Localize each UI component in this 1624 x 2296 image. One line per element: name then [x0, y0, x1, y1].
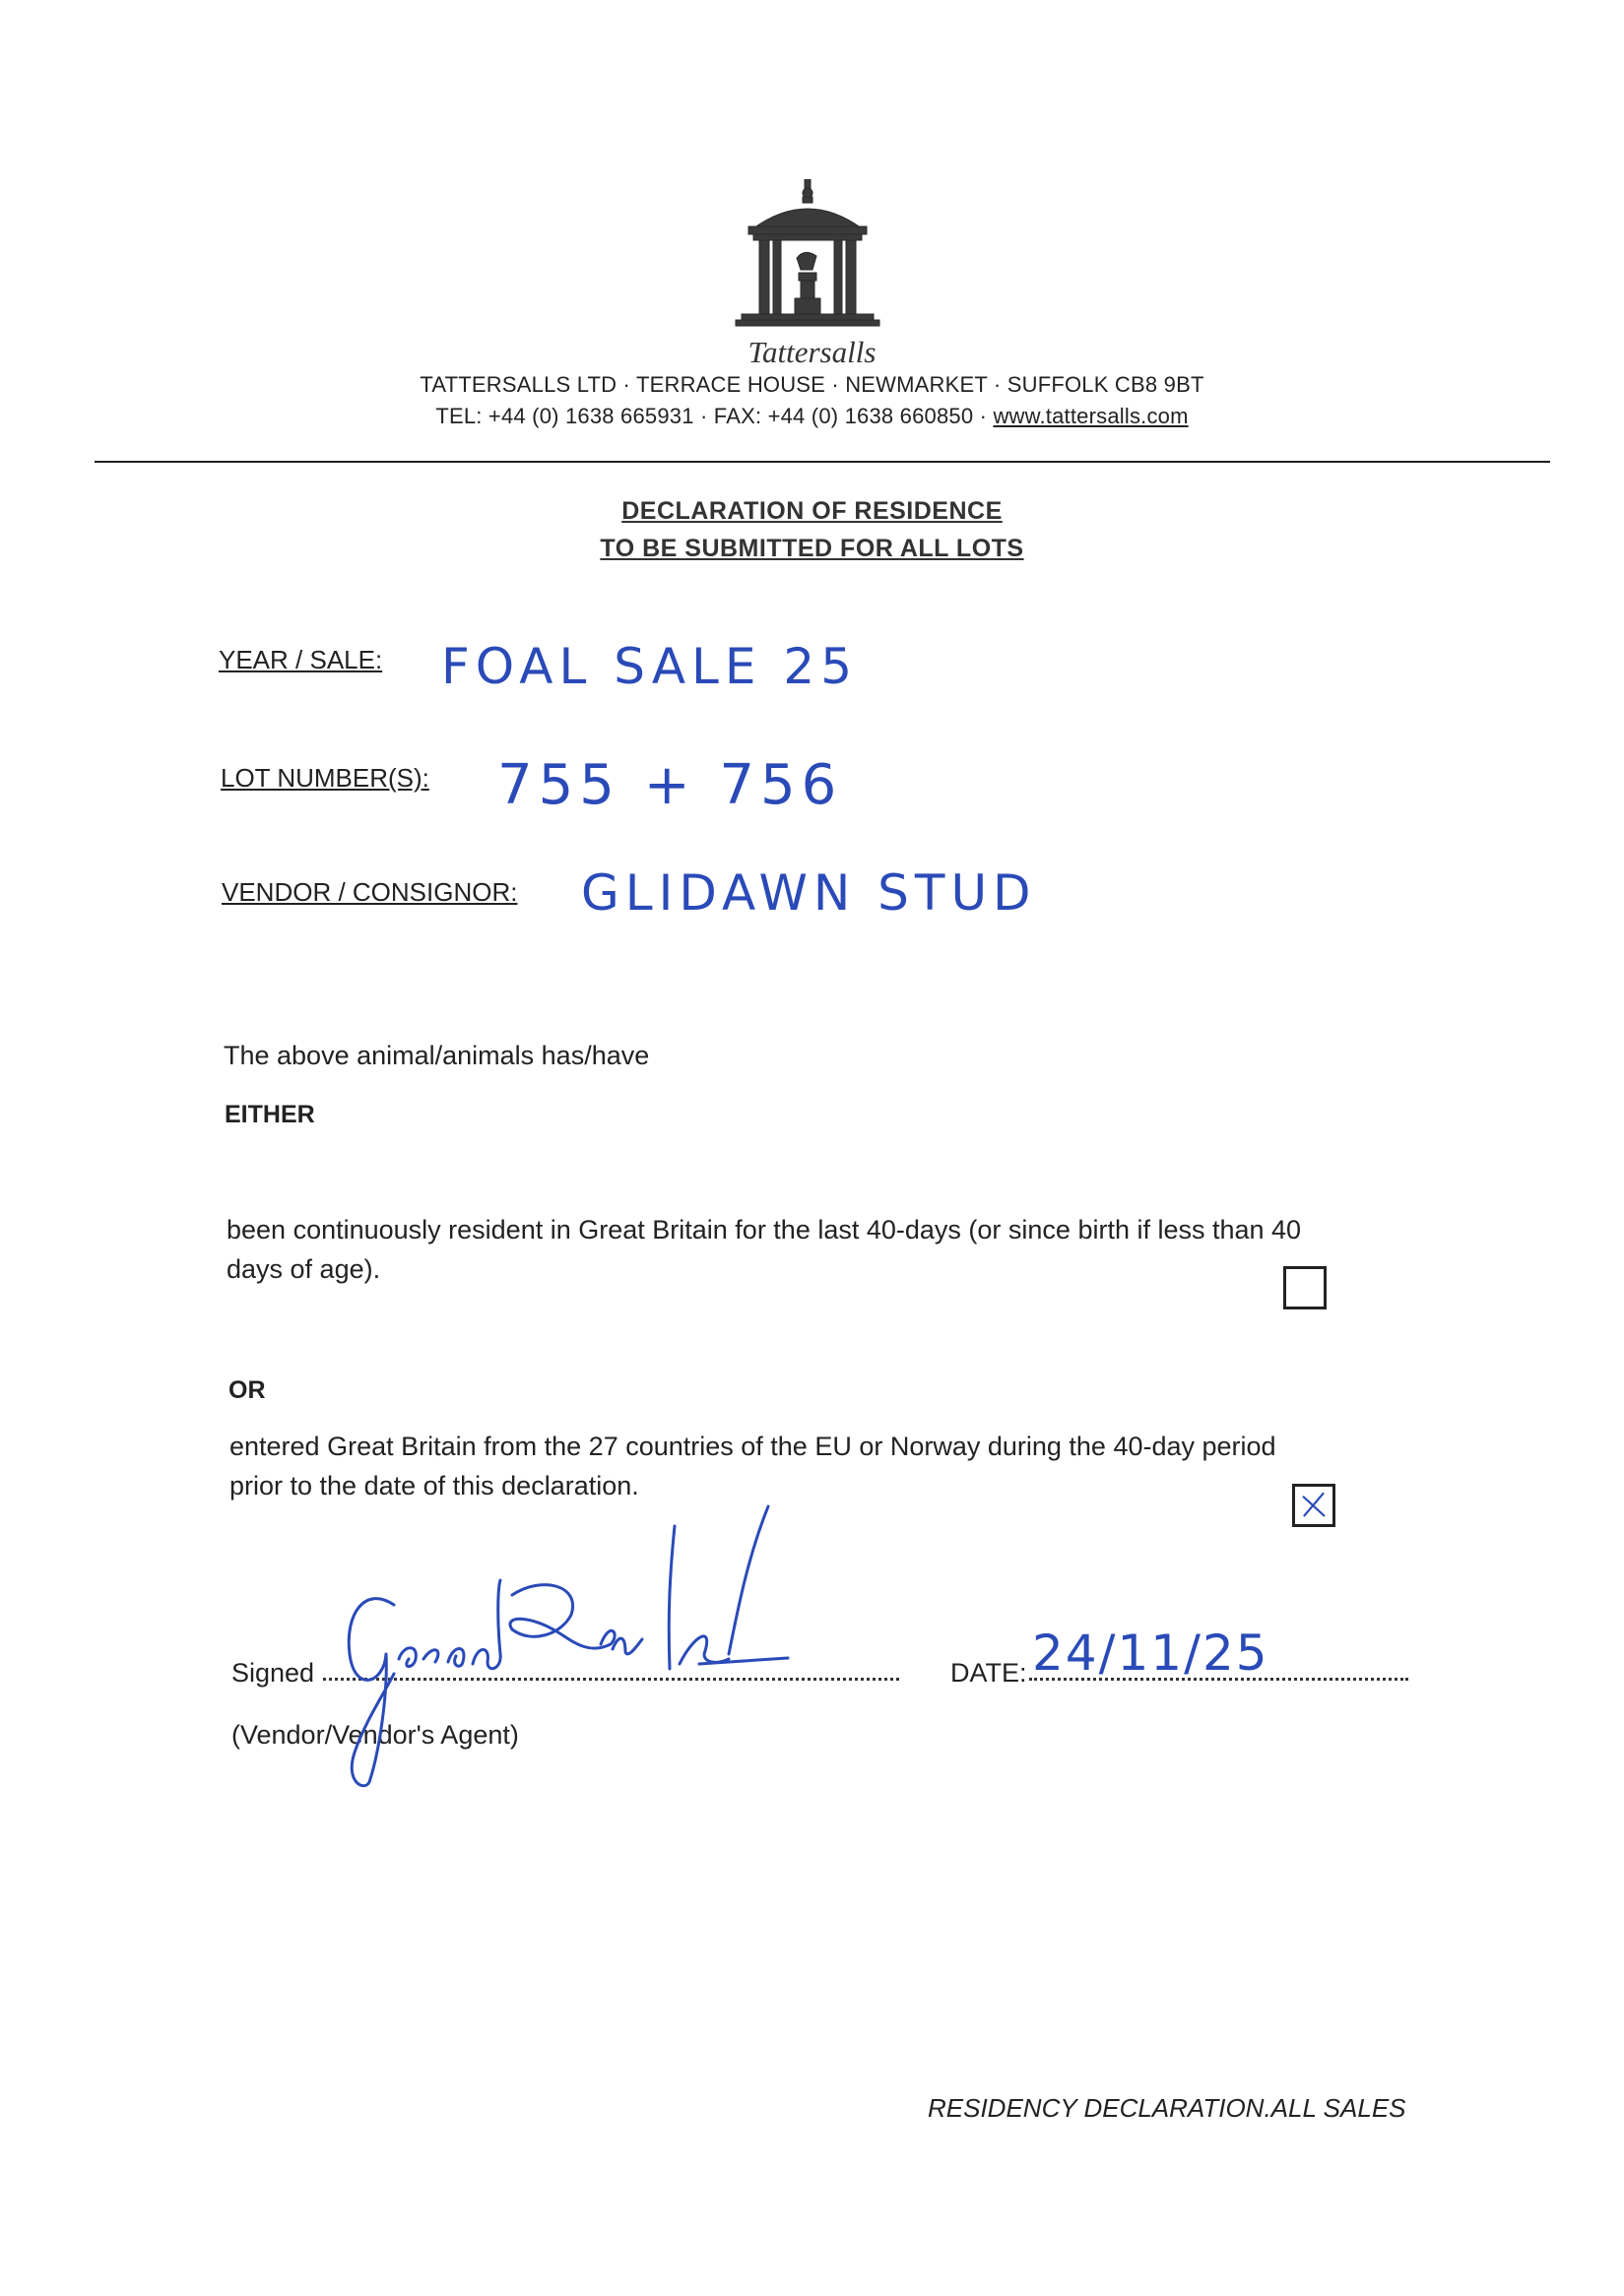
- date-label: DATE:: [950, 1658, 1027, 1688]
- or-label: OR: [228, 1376, 266, 1404]
- vendor-value[interactable]: GLIDAWN STUD: [581, 864, 1037, 922]
- website-link[interactable]: www.tattersalls.com: [993, 404, 1189, 428]
- header-divider: [95, 461, 1550, 463]
- brand-name: Tattersalls: [747, 335, 877, 369]
- footer-label: RESIDENCY DECLARATION.ALL SALES: [928, 2093, 1406, 2123]
- either-label: EITHER: [225, 1101, 315, 1128]
- option-1-checkbox[interactable]: [1283, 1266, 1327, 1309]
- x-check-icon: [1295, 1487, 1332, 1524]
- lot-numbers-value[interactable]: 755 + 756: [497, 753, 843, 817]
- date-value[interactable]: 24/11/25: [1032, 1625, 1269, 1682]
- handwritten-signature[interactable]: [325, 1497, 798, 1792]
- option-1-text-line2: days of age).: [227, 1254, 381, 1284]
- option-2-text-line1: entered Great Britain from the 27 countries of the EU or Norway during the 40-day period: [229, 1432, 1276, 1461]
- form-subtitle: TO BE SUBMITTED FOR ALL LOTS: [600, 535, 1024, 562]
- lot-numbers-label: LOT NUMBER(S):: [221, 763, 429, 793]
- declaration-intro: The above animal/animals has/have: [224, 1041, 650, 1070]
- year-sale-label: YEAR / SALE:: [219, 645, 383, 674]
- option-1-text-line1: been continuously resident in Great Britain for the last 40-days (or since birth if less than 40: [227, 1215, 1302, 1244]
- year-sale-value[interactable]: FOAL SALE 25: [441, 638, 859, 695]
- signer-role-label: (Vendor/Vendor's Agent): [231, 1720, 519, 1750]
- company-address: TATTERSALLS LTD · TERRACE HOUSE · NEWMARKET · SUFFOLK CB8 9BT: [420, 372, 1204, 397]
- signed-label: Signed: [231, 1658, 315, 1688]
- option-2-text-line2: prior to the date of this declaration.: [229, 1471, 639, 1500]
- option-2-checkbox[interactable]: [1292, 1484, 1335, 1527]
- contact-numbers: TEL: +44 (0) 1638 665931 · FAX: +44 (0) 1638 660850 ·: [435, 404, 994, 428]
- form-title: DECLARATION OF RESIDENCE: [621, 497, 1003, 525]
- contact-line: [0, 404, 1624, 429]
- tattersalls-logo: [734, 179, 881, 337]
- vendor-label: VENDOR / CONSIGNOR:: [222, 877, 518, 907]
